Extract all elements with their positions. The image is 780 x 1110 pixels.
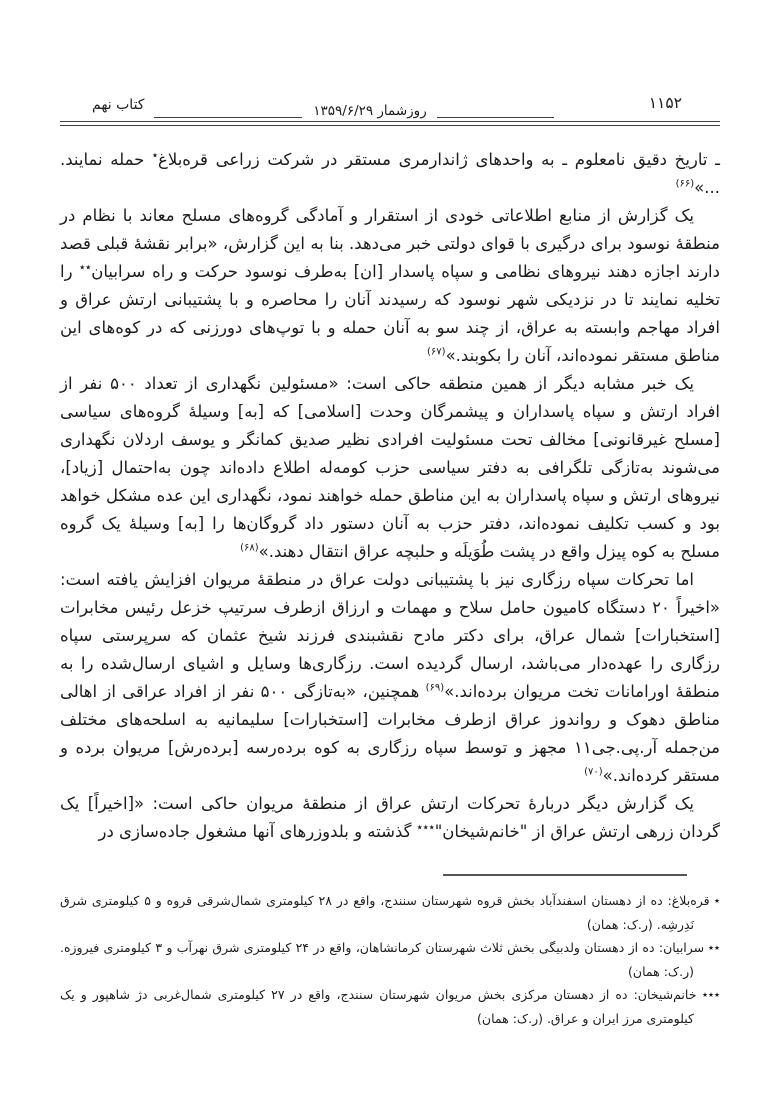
footnotes-section [60,874,720,1030]
footnote-item: ٭ قره‌بلاغ: ده از دهستان اسفندآباد بخش قروه شهرستان سنندج، واقع در ۲۸ کیلومتری شمال‌شرقی قروه و ۵ کیلومتری شرق نَدِرشِه. (ر.ک: همان) [60,893,721,932]
book-title: کتاب نهم [92,97,145,113]
footnote-ref: (۶۸) [240,542,259,554]
footnote-separator [443,874,687,876]
body-paragraph: یک گزارش از منابع اطلاعاتی خودی از استقرار و آمادگی گروه‌های مسلح معاند با نظام در منطقهٔ نوسود برای درگیری با قوای دولتی خبر می‌دهد. بنا به این گزارش، «برابر نقشهٔ قبلی قصد دارند اجازه دهند نیروهای نظامی و سپاه پاسدار [ان] به‌طرف نوسود حرکت و راه سرابیان٭٭ را تخلیه نمایند تا در نزدیکی شهر نوسود که رسیدند آنان را محاصره و با پشتیبانی ارتش عراق و افراد مهاجم وابسته به عراق، از چند سو به آنان حمله و با توپ‌های دورزنی که در کوه‌های این مناطق مستقر نموده‌اند، آنان را بکوبند.»$^{(۶۷)}$ [60,206,720,365]
footnote-ref: (۷۰) [584,766,603,778]
chronicle-date-label: روزشمار ۱۳۵۹/۶/۲۹ [303,103,437,119]
footnote-list [60,889,720,1030]
header-double-rule [60,121,720,126]
footnote-marker: ٭٭٭ [696,988,720,1001]
header-rule-segment-right [434,117,554,118]
body-paragraph: یک خبر مشابه دیگر از همین منطقه حاکی است: «مسئولین نگهداری از تعداد ۵۰۰ نفر از افراد ارتش و سپاه پاسداران و پیشمرگان وحدت [اسلامی] که [به] وسیلهٔ گروه‌های سیاسی [مسلح غیرقانونی] مخالف تحت مسئولیت افرادی نظیر صدیق کمانگر و یوسف اردلان نگهداری می‌شوند به‌تازگی تلگرافی به دفتر سیاسی حزب کومه‌له اطلاع داده‌اند چون به‌احتمال [زیاد]، نیروهای ارتش و سپاه پاسداران به این مناطق حمله خواهند نمود، نگهداری این عده مشکل خواهد بود و کسب تکلیف نموده‌اند، دفتر حزب به آنان دستور داد گروگان‌ها را [به] وسیلهٔ یک گروه مسلح به کوه پیزل واقع در پشت طُوَیلَه و حلبچه عراق انتقال دهند.»$^{(۶۸)}$ [60,374,720,561]
footnote-star-marker: ٭ [152,148,158,162]
footnote-star-marker: ٭٭٭ [416,820,435,834]
footnote-ref: (۶۶) [675,178,695,190]
footnote-marker: ٭ [709,894,721,907]
header-rule-segment-left [154,117,302,118]
footnote-item: ٭٭ سرابیان: ده از دهستان ولدبیگی بخش ثلاث شهرستان کرمانشاهان، واقع در ۲۴ کیلومتری شرق نهرآب و ۳ کیلومتری فیروزه. (ر.ک: همان) [60,940,720,979]
body-paragraph: ـ تاریخ دقیق نامعلوم ـ به واحدهای ژاندارمری مستقر در شرکت زراعی قره‌بلاغ٭ حمله نمایند. ...»$^{(۶۶)}$ [60,148,720,197]
footnote-item: ٭٭٭ خانم‌شیخان: ده از دهستان مرکزی بخش مریوان شهرستان سنندج، واقع در ۲۷ کیلومتری شمال‌غربی دژ شاهپور و یک کیلومتری مرز ایران و عراق. (ر.ک: همان) [60,987,720,1026]
body-paragraph: اما تحرکات سپاه رزگاری نیز با پشتیبانی دولت عراق در منطقهٔ مریوان افزایش یافته است: «اخیراً ۲۰ دستگاه کامیون حامل سلاح و مهمات و ارزاق ازطرف سرتیپ خزعل رئیس مخابرات [استخبارات] شمال عراق، برای دکتر مادح نقشبندی فرزند شیخ عثمان که سرپرستی سپاه رزگاری را عهده‌دار می‌باشد، ارسال گردیده است. رزگاری‌ها وسایل و اشیای ارسال‌شده را به منطقهٔ اورامانات تخت مریوان برده‌اند.»$^{(۶۹)}$ همچنین، «به‌تازگی ۵۰۰ نفر از افراد عراقی از اهالی مناطق دهوک و رواندوز عراق ازطرف مخابرات [استخبارات] سلیمانیه به اسلحه‌های مختلف من‌جمله آر.پی.جی۱۱ مجهز و توسط سپاه رزگاری به کوه برده‌رسه [برده‌رش] مریوان برده و مستقر کرده‌اند.»$^{(۷۰)}$ [60,570,721,785]
footnote-ref: (۶۷) [427,346,446,358]
body-text [60,146,720,846]
footnote-ref: (۶۹) [425,682,445,694]
footnote-star-marker: ٭٭ [79,260,92,274]
page-header [60,92,720,130]
page-number: ۱۱۵۲ [648,94,682,112]
body-paragraph: یک گزارش دیگر دربارهٔ تحرکات ارتش عراق از منطقهٔ مریوان حاکی است: «[اخیراً] یک گردان زرهی ارتش عراق از "خانم‌شیخان"٭٭٭ گذشته و بلدوزرهای آنها مشغول جاده‌سازی در [60,794,720,841]
footnote-marker: ٭٭ [704,941,720,954]
